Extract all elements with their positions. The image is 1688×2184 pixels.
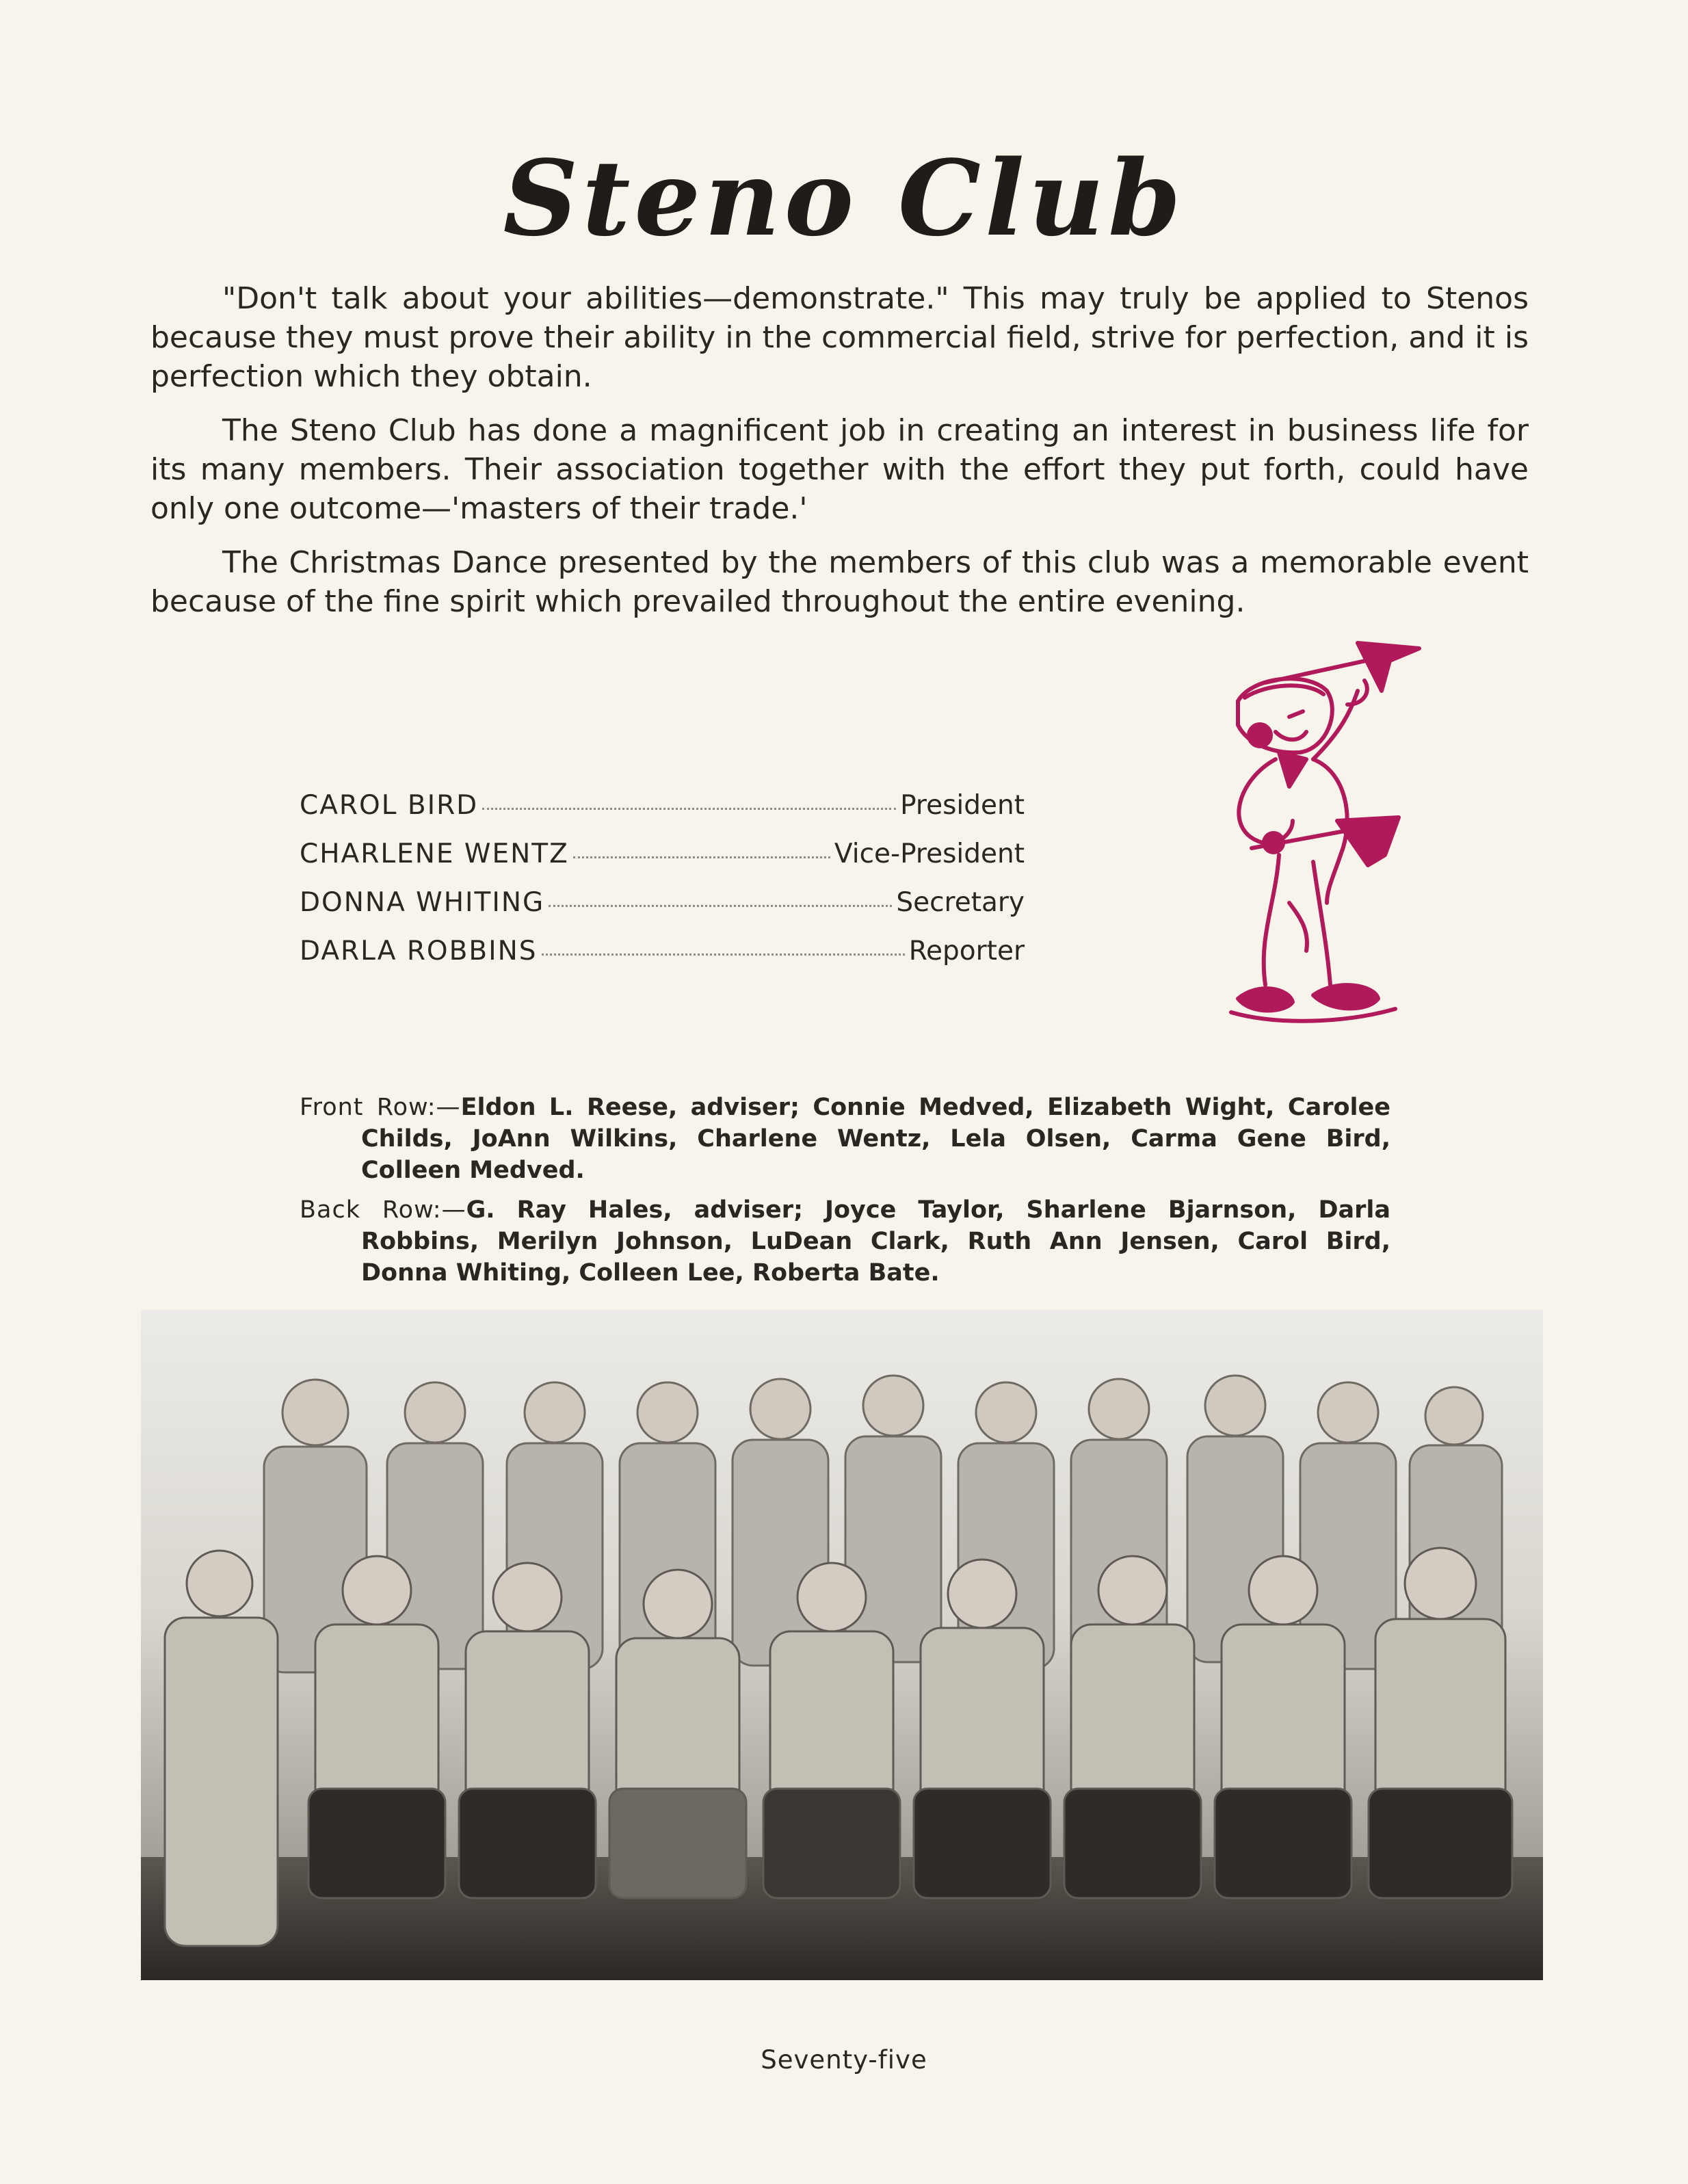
dotted-leader	[573, 856, 830, 858]
caption-back-row	[300, 1194, 1390, 1289]
officer-name: DONNA WHITING	[300, 887, 545, 918]
page-number: Seventy-five	[761, 2045, 927, 2075]
officers-list	[300, 790, 1025, 984]
officer-name: CAROL BIRD	[300, 790, 479, 821]
photo-caption	[300, 1092, 1390, 1297]
page-title: Steno Club	[503, 137, 1185, 259]
dotted-leader	[549, 905, 892, 907]
officer-name: CHARLENE WENTZ	[300, 839, 569, 869]
caption-label: Back Row:—	[300, 1196, 466, 1224]
officer-row	[300, 936, 1025, 984]
caption-label: Front Row:—	[300, 1094, 461, 1121]
officer-title: Vice-President	[834, 839, 1025, 869]
officer-title: President	[900, 790, 1025, 821]
intro-text	[150, 279, 1529, 636]
intro-paragraph: The Christmas Dance presented by the members of this club was a memorable event because of the fine spirit which prevailed throughout the entire evening.	[150, 545, 1529, 619]
caption-names: Eldon L. Reese, adviser; Connie Medved, Elizabeth Wight, Carolee Childs, JoAnn Wilkins, Charlene Wentz, Lela Olsen, Carma Gene Bird, Colleen Medved.	[361, 1094, 1390, 1184]
mascot-cheerleader-illustration	[1211, 629, 1471, 1053]
group-photograph	[141, 1310, 1543, 1980]
officer-title: Reporter	[908, 936, 1025, 966]
officer-row	[300, 839, 1025, 887]
officer-title: Secretary	[896, 887, 1025, 918]
officer-row	[300, 790, 1025, 839]
caption-front-row	[300, 1092, 1390, 1186]
officer-name: DARLA ROBBINS	[300, 936, 538, 966]
dotted-leader	[542, 953, 905, 956]
caption-names: G. Ray Hales, adviser; Joyce Taylor, Sharlene Bjarnson, Darla Robbins, Merilyn Johnson, LuDean Clark, Ruth Ann Jensen, Carol Bird, Donna Whiting, Colleen Lee, Roberta Bate.	[361, 1196, 1390, 1287]
dotted-leader	[482, 808, 896, 810]
intro-paragraph: "Don't talk about your abilities—demonstrate." This may truly be applied to Stenos because they must prove their ability in the commercial field, strive for perfection, and it is perfection which they obtain.	[150, 281, 1529, 394]
officer-row	[300, 887, 1025, 936]
intro-paragraph: The Steno Club has done a magnificent job in creating an interest in business life for its many members. Their association together with the effort they put forth, could have only one outcome—'masters of their trade.'	[150, 413, 1529, 526]
